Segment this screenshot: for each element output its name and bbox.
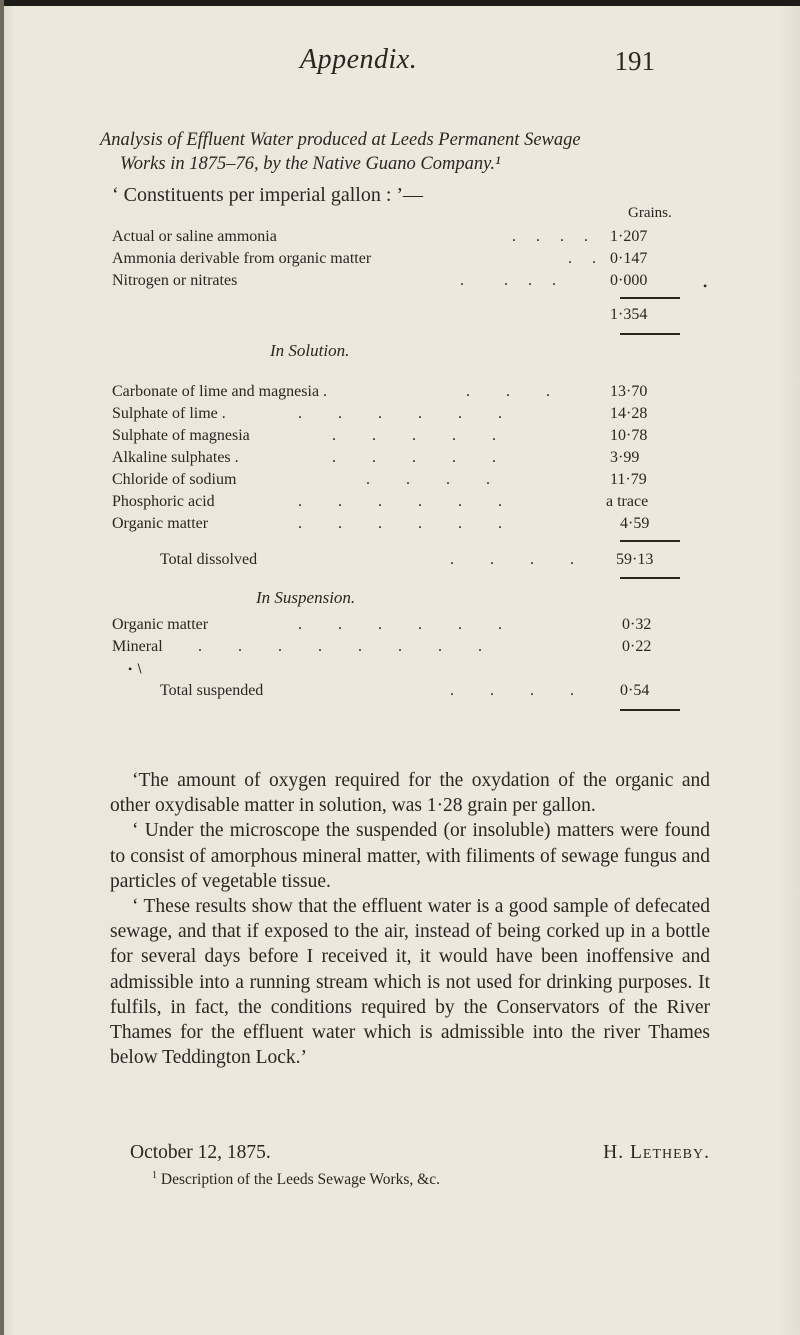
signature-line [130, 1142, 710, 1168]
table-row [112, 471, 652, 493]
leader-dots: . . . . [450, 682, 574, 699]
table-row [112, 383, 652, 405]
footnote [152, 1170, 440, 1189]
sum-rule [620, 333, 680, 335]
table-row [112, 228, 652, 250]
paragraph: ‘The amount of oxygen required for the oxydation of the organic and other oxydisable matter in solution, was 1·28 grain per gallon. [110, 770, 710, 817]
row-value: 1·354 [610, 306, 648, 323]
leader-dots: . . . . [450, 551, 574, 568]
row-label: Ammonia derivable from organic matter [112, 250, 372, 267]
table-intro: ‘ Constituents per imperial gallon : ’— [112, 184, 424, 206]
row-label: Chloride of sodium [112, 471, 237, 488]
page-number: 191 [614, 46, 655, 76]
row-value: 10·78 [610, 427, 648, 444]
row-value: 0·147 [610, 250, 648, 267]
paragraph: ‘ Under the microscope the suspended (or insoluble) matters were found to consist of amorphous mineral matter, with filiments of sewage fungus and particles of vegetable tissue. [110, 820, 710, 892]
row-label: Phosphoric acid [112, 493, 215, 510]
row-value: 0·22 [622, 638, 652, 655]
leader-dots: . . . . . . . . [198, 638, 482, 655]
row-label: Nitrogen or nitrates [112, 272, 238, 289]
table-row [112, 638, 652, 660]
footnote-text: Description of the Leeds Sewage Works, &c. [160, 1171, 440, 1189]
table-row-total [112, 551, 652, 573]
table-caption [100, 128, 720, 176]
leader-dots: . . . . [460, 272, 556, 289]
row-label: Organic matter [112, 616, 209, 633]
row-value: 14·28 [610, 405, 648, 422]
row-value: 1·207 [610, 228, 648, 245]
leader-dots: . . . [466, 383, 550, 400]
table-row-total [112, 682, 652, 704]
table-row-total [112, 306, 652, 328]
running-header [0, 44, 800, 84]
row-label: Sulphate of lime . [112, 405, 226, 422]
table-row [112, 493, 652, 515]
section-heading-solution: In Solution. [270, 341, 350, 360]
table-row [112, 272, 652, 294]
leader-dots: . . . . . . [298, 515, 502, 532]
row-label: Organic matter [112, 515, 209, 532]
running-title: Appendix. [300, 44, 418, 75]
sum-rule [620, 709, 680, 711]
row-value: a trace [606, 493, 649, 510]
letter-date: October 12, 1875. [130, 1142, 271, 1163]
letter-body [110, 768, 710, 1070]
row-value: 11·79 [610, 471, 647, 488]
signatory-name: H. Letheby. [603, 1142, 710, 1163]
row-value: 0·54 [620, 682, 650, 699]
leader-dots: . . . . [366, 471, 490, 488]
leader-dots: . . . . . . [298, 405, 502, 422]
sum-rule [620, 540, 680, 542]
page-left-edge [0, 0, 4, 1335]
row-value: 0·32 [622, 616, 652, 633]
row-value: 59·13 [616, 551, 654, 568]
print-speck: • [703, 279, 708, 293]
row-label: Mineral [112, 638, 163, 655]
sum-rule [620, 577, 680, 579]
leader-dots: . . [568, 250, 596, 267]
row-label: Alkaline sulphates . [112, 449, 239, 466]
row-value: 13·70 [610, 383, 648, 400]
row-label: Actual or saline ammonia [112, 228, 277, 245]
leader-dots: . . . . . [332, 427, 496, 444]
table-row [112, 250, 652, 272]
paragraph: ‘ These results show that the effluent water is a good sample of defecated sewage, and that if exposed to the air, instead of being corked up in a bottle for several days before I received it, it would have been inoffensive and admissible into a running stream which is not used for drinking purposes. It fulfils, in fact, the conditions required by the Conservators of the River Thames for the effluent water which is admissible into the river Thames below Teddington Lock.’ [110, 896, 710, 1069]
row-value: 3·99 [610, 449, 640, 466]
unit-column-header: Grains. [628, 205, 672, 221]
leader-dots: . . . . . . [298, 493, 502, 510]
row-label: Carbonate of lime and magnesia . [112, 383, 328, 400]
row-label: Total dissolved [160, 551, 258, 568]
row-value: 4·59 [620, 515, 650, 532]
table-row [112, 427, 652, 449]
leader-dots: . . . . . [332, 449, 496, 466]
row-label: Total suspended [160, 682, 264, 699]
row-label: Sulphate of magnesia [112, 427, 250, 444]
footnote-marker: 1 [152, 1170, 157, 1181]
table-row [112, 449, 652, 471]
section-heading-suspension: In Suspension. [256, 588, 356, 607]
table-row [112, 616, 652, 638]
leader-dots: . . . . . . [298, 616, 502, 633]
sum-rule [620, 297, 680, 299]
table-row [112, 405, 652, 427]
caption-line-1: Analysis of Effluent Water produced at Leeds Permanent Sewage [100, 130, 581, 150]
caption-line-2: Works in 1875–76, by the Native Guano Company.¹ [120, 154, 501, 174]
table-row [112, 515, 652, 537]
print-speck: • ∖ [128, 662, 143, 676]
leader-dots: . . . . [512, 228, 588, 245]
page-top-edge [0, 0, 800, 6]
row-value: 0·000 [610, 272, 648, 289]
